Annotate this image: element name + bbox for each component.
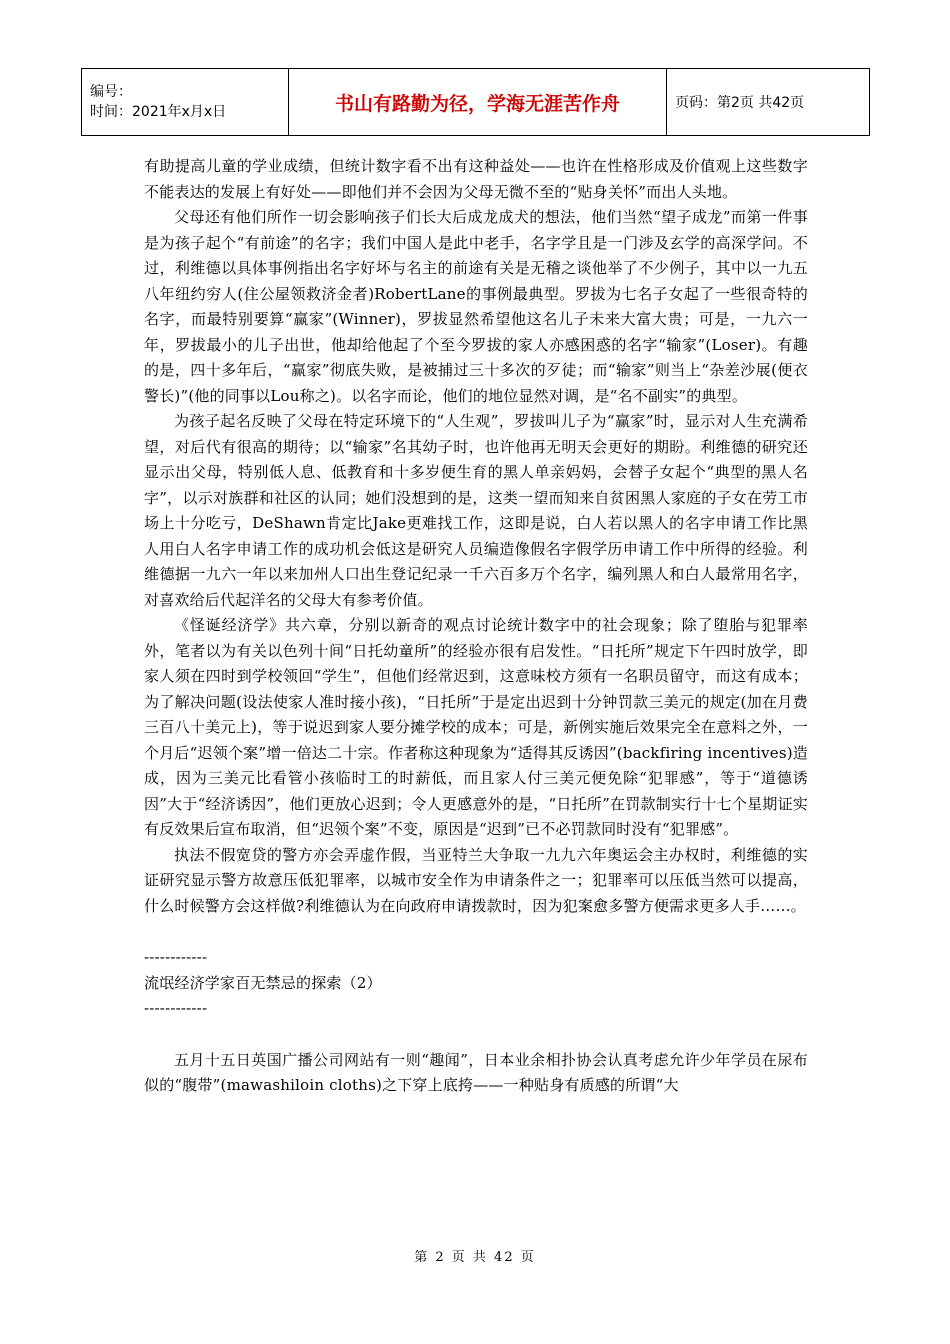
body-paragraph: 执法不假宽贷的警方亦会弄虚作假，当亚特兰大争取一九九六年奥运会主办权时，利维德的实证研究显示警方故意压低犯罪率，以城市安全作为申请条件之一；犯罪率可以压低当然可以提高，什么时候警方会这样做?利维德认为在向政府申请拨款时，因为犯案愈多警方便需求更多人手……。	[144, 845, 808, 915]
section-title: 流氓经济学家百无禁忌的探索（2）	[144, 973, 382, 992]
document-code-label: 编号：	[90, 84, 132, 100]
body-paragraph: 为孩子起名反映了父母在特定环境下的“人生观”，罗拔叫儿子为“赢家”时，显示对人生充满希望，对后代有很高的期待；以“输家”名其幼子时，也许他再无明天会更好的期盼。利维德的研究还显示出父母，特别低人息、低教育和十多岁便生育的黑人单亲妈妈，会替子女起个“典型的黑人名字”，以示对族群和社区的认同；她们没想到的是，这类一望而知来自贫困黑人家庭的子女在劳工市场上十分吃亏，DeShawn肯定比Jake更难找工作，这即是说，白人若以黑人的名字申请工作比黑人用白人名字申请工作的成功机会低这是研究人员编造像假名字假学历申请工作中所得的经验。利维德据一九六一年以来加州人口出生登记纪录一千六百多万个名字，编列黑人和白人最常用名字，对喜欢给后代起洋名的父母大有参考价值。	[144, 412, 808, 609]
section-rule-bottom: ------------	[144, 999, 208, 1017]
body-paragraph: 《怪诞经济学》共六章，分别以新奇的观点讨论统计数字中的社会现象；除了堕胎与犯罪率外，笔者以为有关以色列十间“日托幼童所”的经验亦很有启发性。“日托所”规定下午四时放学，即家人须在四时到学校领回“学生”，但他们经常迟到，这意味校方须有一名职员留守，而这有成本；为了解决问题(设法使家人准时接小孩)，“日托所”于是定出迟到十分钟罚款三美元的规定(加在月费三百八十美元上)，等于说迟到家人要分摊学校的成本；可是，新例实施后效果完全在意料之外，一个月后“迟领个案”增一倍达二十宗。作者称这种现象为“适得其反诱因”(backfiring incentives)造成，因为三美元比看管小孩临时工的时薪低，而且家人付三美元便免除“犯罪感”，等于“道德诱因”大于“经济诱因”，他们更放心迟到；令人更感意外的是，“日托所”在罚款制实行十七个星期证实有反效果后宣布取消，但“迟领个案”不变，原因是“迟到”已不必罚款同时没有“犯罪感”。	[144, 616, 808, 838]
header-meta-cell	[82, 69, 289, 136]
section-rule-top: ------------	[144, 948, 208, 966]
body-paragraph: 有助提高儿童的学业成绩，但统计数字看不出有这种益处——也许在性格形成及价值观上这些数字不能表达的发展上有好处——即他们并不会因为父母无微不至的“贴身关怀”而出人头地。	[144, 157, 808, 201]
document-body	[144, 154, 808, 1099]
body-paragraph: 父母还有他们所作一切会影响孩子们长大后成龙成犬的想法，他们当然“望子成龙”而第一件事是为孩子起个“有前途”的名字；我们中国人是此中老手，名字学且是一门涉及玄学的高深学问。不过，利维德以具体事例指出名字好坏与名主的前途有关是无稽之谈他举了不少例子，其中以一九五八年纽约穷人(住公屋领救济金者)RobertLane的事例最典型。罗拔为七名子女起了一些很奇特的名字，而最特别要算“赢家”(Winner)，罗拔显然希望他这名儿子未来大富大贵；可是，一九六一年，罗拔最小的儿子出世，他却给他起了个至今罗拔的家人亦感困惑的名字“输家”(Loser)。有趣的是，四十多年后，“赢家”彻底失败，是被捕过三十多次的歹徒；而“输家”则当上“杂差沙展(便衣警长)”(他的同事以Lou称之)。以名字而论，他们的地位显然对调，是“名不副实”的典型。	[144, 208, 808, 405]
header-motto: 书山有路勤为径，学海无涯苦作舟	[289, 69, 667, 136]
document-header	[81, 68, 870, 136]
document-date-label: 时间：2021年x月x日	[90, 104, 227, 120]
header-page-label: 页码：第2页 共42页	[667, 69, 870, 136]
page-footer: 第 2 页 共 42 页	[414, 1250, 536, 1265]
body-paragraph: 五月十五日英国广播公司网站有一则“趣闻”，日本业余相扑协会认真考虑允许少年学员在尿布似的“腹带”(mawashiloin cloths)之下穿上底挎——一种贴身有质感的所谓“大	[144, 1050, 808, 1094]
